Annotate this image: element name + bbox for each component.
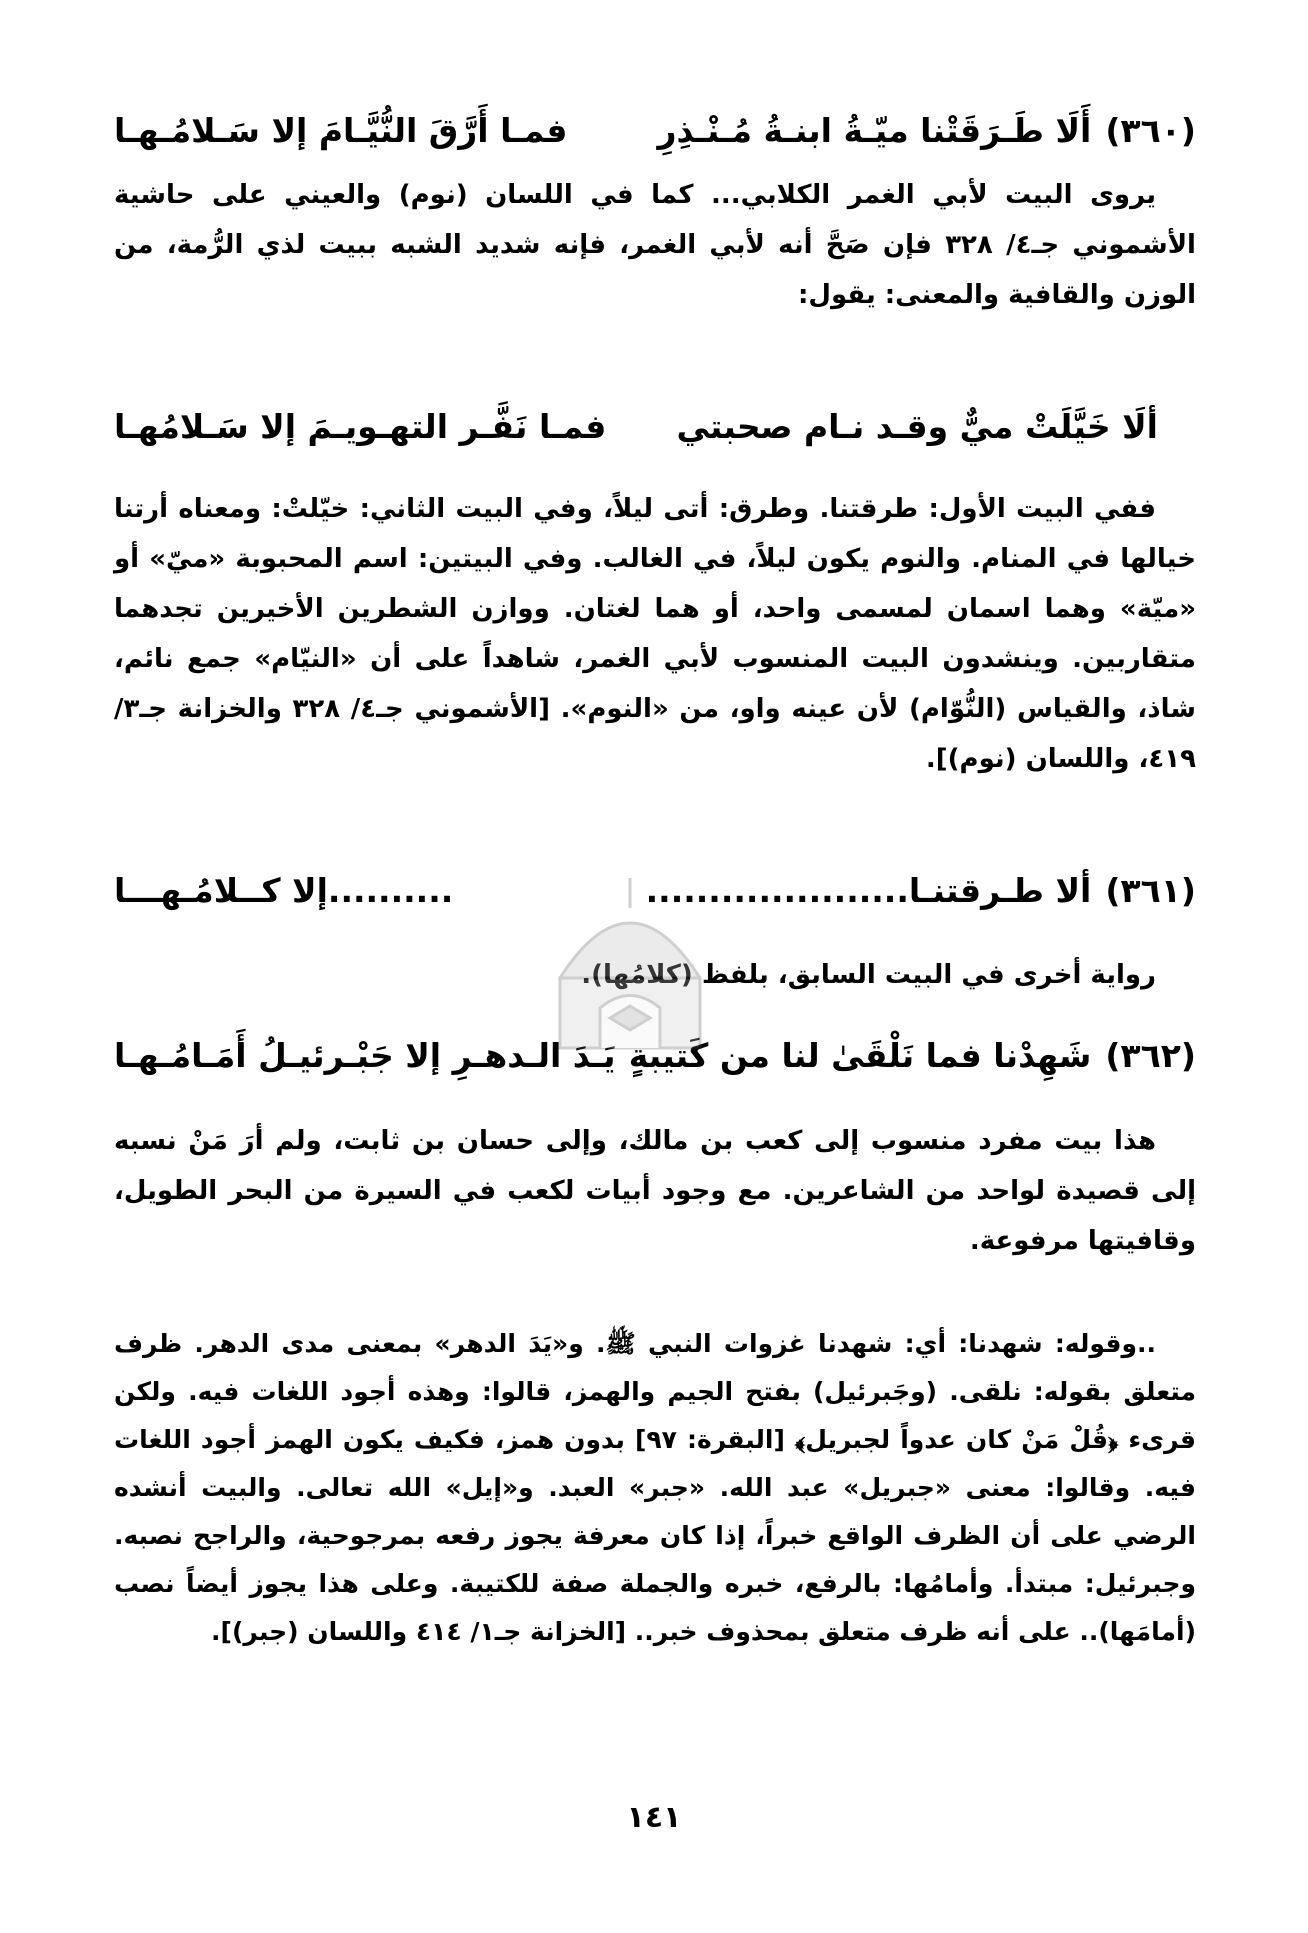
verse-360-hemistich-1-text: أَلَا طَـرَقَتْنا ميّـةُ ابنـةُ مُـنْـذِرِ: [657, 110, 1092, 150]
verse-362-second-hemistich: [114, 1036, 616, 1075]
verse-360-hemistich-2-text: فمـا أَرَّقَ النُّيَّـامَ إلا سَـلامُـهـا: [114, 110, 568, 150]
verse-360-first-hemistich: [658, 111, 1196, 150]
commentary-362-explanation-text: ..وقوله: شهدنا: أي: شهدنا غزوات النبي ﷺ. و«يَدَ الدهر» بمعنى مدى الدهر. ظرف متعلق بقوله: نلقى. (وجَبرئيل) بفتح الجيم والهمز، قالوا: وهذه أجود اللغات فيه. ولكن قرىء ﴿قُلْ مَنْ كان عدواً لجبريل﴾ [البقرة: ٩٧] بدون همز، فكيف يكون الهمز أجود اللغات فيه. وقالوا: معنى «جبريل» عبد الله. «جبر» العبد. و«إيل» الله تعالى. والبيت أنشده الرضي على أن الظرف الواقع خبراً، إذا كان معرفة يجوز رفعه بمرجوحية، والراجح نصبه. وجبرئيل: مبتدأ. وأمامُها: بالرفع، خبره والجملة صفة للكتيبة. وعلى هذا يجوز أيضاً نصب (أمامَها).. على أنه ظرف متعلق بمحذوف خبر.. [الخزانة جـ١/ ٤١٤ واللسان (جبر)].: [114, 1329, 1197, 1646]
related-verse-second-hemistich: [114, 407, 606, 446]
verse-362: [114, 1025, 1196, 1085]
related-verse-first-hemistich: [676, 407, 1158, 446]
verse-361-hemistich-1-text: ألا طـرقتنـا.....................: [645, 870, 1092, 910]
related-verse-hemistich-1-text: ألَا خَيَّلَتْ ميٌّ وقـد نـام صحبتي: [676, 406, 1158, 446]
verse-361-number: (٣٦١): [1105, 870, 1196, 910]
verse-361: [114, 860, 1196, 920]
related-verse-dhu-alrumma: [114, 396, 1158, 456]
verse-362-hemistich-2-text: يَـدَ الـدهـرِ إلا جَبْـرئيـلُ أَمَـامُـهـا: [114, 1035, 616, 1075]
page-number: ١٤١: [626, 1800, 682, 1835]
verse-361-second-hemistich: [114, 871, 453, 910]
commentary-362-attribution: [114, 1116, 1196, 1266]
verse-360: [114, 100, 1196, 160]
related-verse-hemistich-2-text: فمـا نَفَّـر التهـويـمَ إلا سَـلامُهـا: [114, 406, 607, 446]
commentary-362-attribution-text: هذا بيت مفرد منسوب إلى كعب بن مالك، وإلى حسان بن ثابت، ولم أرَ مَنْ نسبه إلى قصيدة لواحد من الشاعرين. مع وجود أبيات لكعب في السيرة من البحر الطويل، وقافيتها مرفوعة.: [114, 1126, 1196, 1256]
verse-362-number: (٣٦٢): [1105, 1035, 1196, 1075]
commentary-360: [114, 170, 1196, 320]
verse-360-second-hemistich: [114, 111, 568, 150]
explanation-360: [114, 484, 1196, 784]
verse-361-first-hemistich: [646, 871, 1196, 910]
verse-360-number: (٣٦٠): [1105, 110, 1196, 150]
explanation-360-text: ففي البيت الأول: طرقتنا. وطرق: أتى ليلاً، وفي البيت الثاني: خيّلتْ: ومعناه أرتنا خيالها في المنام. والنوم يكون ليلاً، في الغالب. وفي البيتين: اسم المحبوبة «ميّ» أو «ميّة» وهما اسمان لمسمى واحد، أو هما لغتان. ووازن الشطرين الأخيرين تجدهما متقاربين. وينشدون البيت المنسوب لأبي الغمر، شاهداً على أن «النيّام» جمع نائم، شاذ، والقياس (النُّوّام) لأن عينه واو، من «النوم». [الأشموني جـ٤/ ٣٢٨ والخزانة جـ٣/ ٤١٩، واللسان (نوم)].: [114, 494, 1196, 774]
commentary-362-explanation: [114, 1320, 1196, 1656]
verse-362-hemistich-1-text: شَهِدْنا فما نَلْقَىٰ لنا من كَتيبةٍ: [628, 1035, 1092, 1075]
commentary-361: [114, 950, 1196, 1000]
verse-362-first-hemistich: [629, 1036, 1196, 1075]
commentary-360-text: يروى البيت لأبي الغمر الكلابي... كما في اللسان (نوم) والعيني على حاشية الأشموني جـ٤/ ٣٢٨ فإن صَحَّ أنه لأبي الغمر، فإنه شديد الشبه ببيت لذي الرُّمة، من الوزن والقافية والمعنى: يقول:: [114, 180, 1196, 310]
verse-361-hemistich-2-text: ..........إلا كــلامُـهـــا: [114, 870, 454, 910]
commentary-361-text: رواية أخرى في البيت السابق، بلفظ (كلامُها).: [581, 960, 1156, 990]
